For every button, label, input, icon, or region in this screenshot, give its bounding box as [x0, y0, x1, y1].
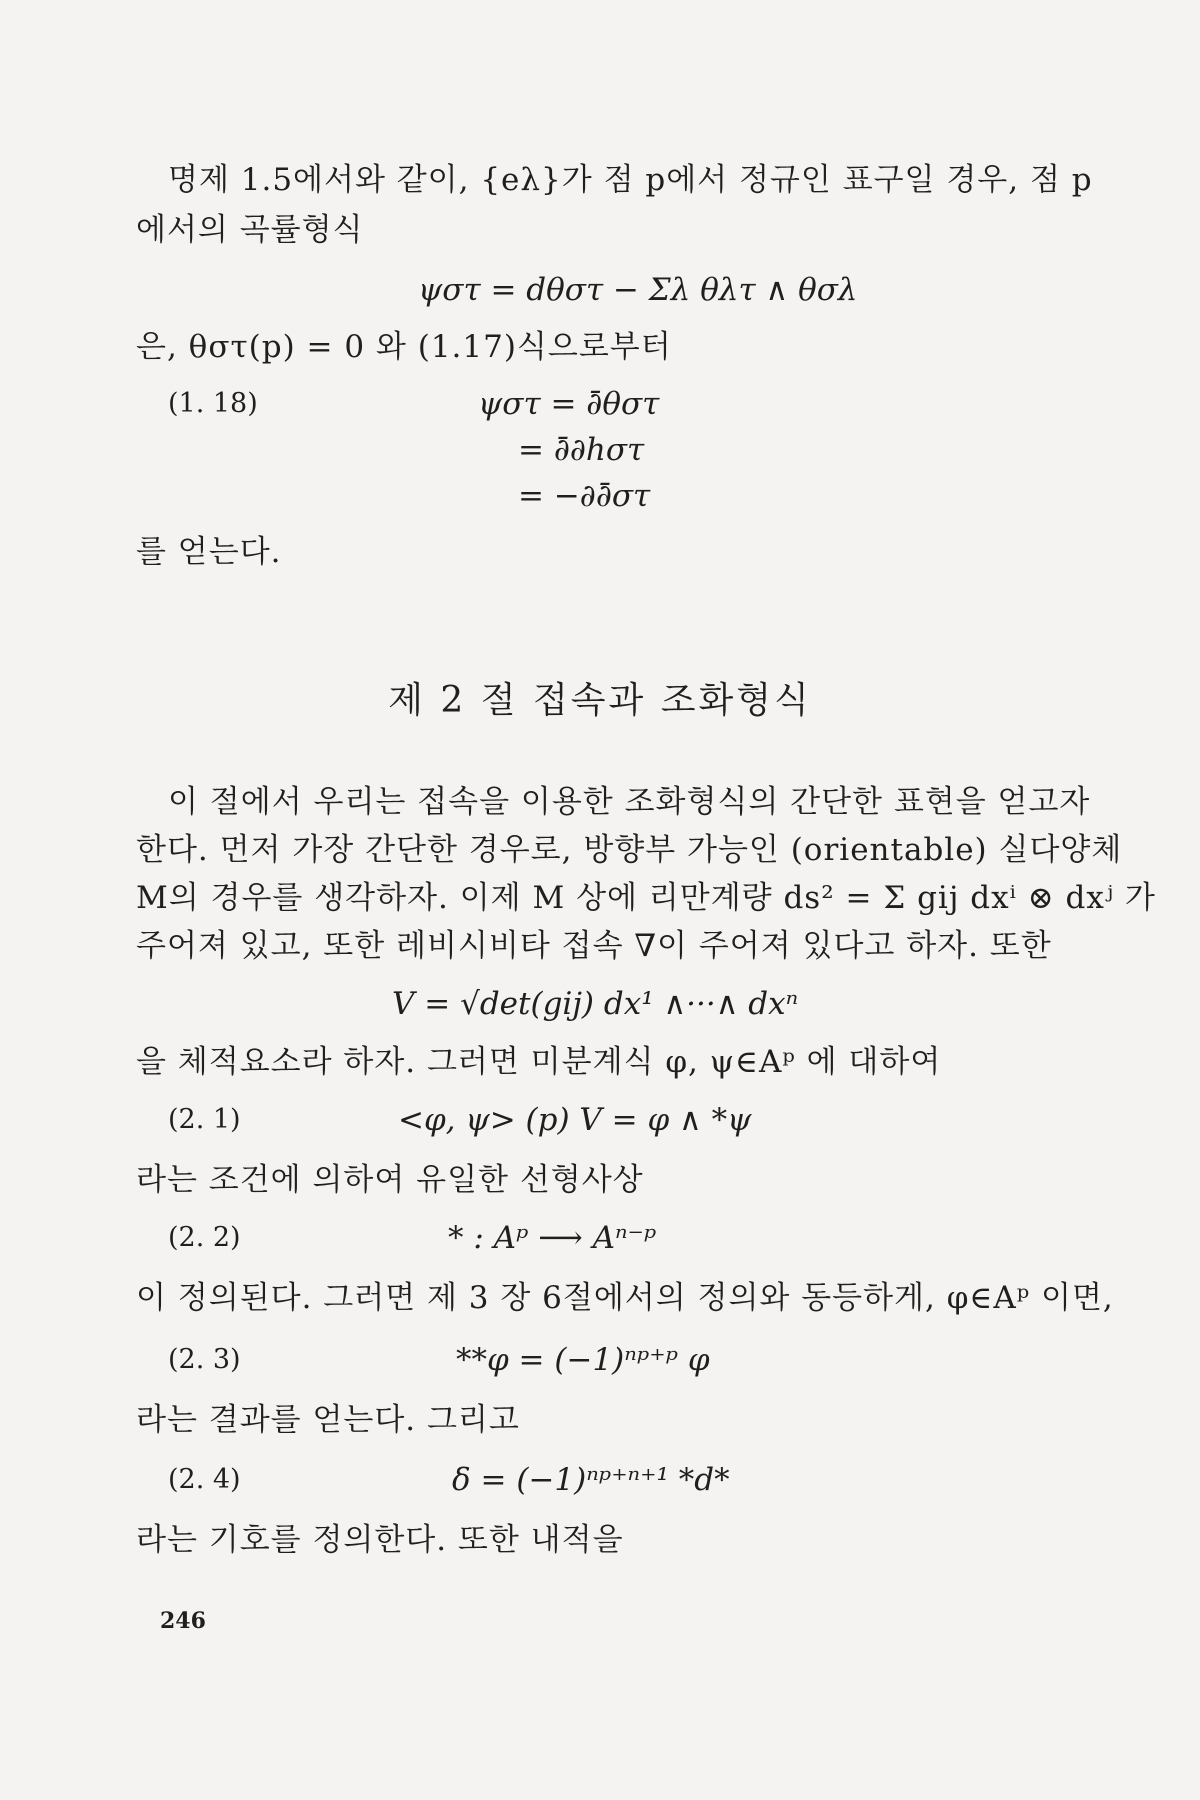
- section-heading: 제 2 절 접속과 조화형식: [388, 680, 812, 721]
- equation-1-18-line-1: ψστ = ∂̄θστ: [478, 386, 660, 422]
- equation-2-3: **φ = (−1)ⁿᵖ⁺ᵖ φ: [456, 1342, 710, 1378]
- text-line-eun: 은, θστ(p) = 0 와 (1.17)식으로부터: [136, 329, 672, 365]
- text-line-result: 라는 결과를 얻는다. 그리고: [136, 1402, 520, 1438]
- page-number: 246: [160, 1608, 206, 1634]
- equation-2-4: δ = (−1)ⁿᵖ⁺ⁿ⁺¹ *d*: [452, 1462, 730, 1498]
- paragraph-2-line-1: 이 절에서 우리는 접속을 이용한 조화형식의 간단한 표현을 얻고자: [168, 784, 1091, 820]
- paragraph-2-line-2: 한다. 먼저 가장 간단한 경우로, 방향부 가능인 (orientable) 실다양체: [136, 832, 1123, 868]
- paragraph-2-line-4: 주어져 있고, 또한 레비시비타 접속 ∇이 주어져 있다고 하자. 또한: [136, 928, 1052, 964]
- equation-1-18-line-2: = ∂̄∂hστ: [518, 432, 645, 468]
- paragraph-2-line-3: M의 경우를 생각하자. 이제 M 상에 리만계량 ds² = Σ gij dxⁱ ⊗ dxʲ 가: [136, 880, 1156, 916]
- volume-element-equation: V = √det(gij) dx¹ ∧···∧ dxⁿ: [392, 986, 799, 1022]
- text-line-symbol: 라는 기호를 정의한다. 또한 내적을: [136, 1522, 624, 1558]
- equation-number-2-1: (2. 1): [168, 1104, 241, 1135]
- equation-2-1: <φ, ψ> (p) V = φ ∧ *ψ: [398, 1102, 752, 1138]
- equation-number-1-18: (1. 18): [168, 388, 258, 419]
- equation-number-2-3: (2. 3): [168, 1344, 241, 1375]
- equation-1-18-line-3: = −∂∂̄στ: [518, 478, 651, 514]
- paragraph-1-line-1: 명제 1.5에서와 같이, {eλ}가 점 p에서 정규인 표구일 경우, 점 p: [168, 162, 1093, 198]
- curvature-equation: ψστ = dθστ − Σλ θλτ ∧ θσλ: [418, 272, 858, 308]
- text-line-volume: 을 체적요소라 하자. 그러면 미분계식 φ, ψ∈Aᵖ 에 대하여: [136, 1044, 942, 1080]
- text-line-get: 를 얻는다.: [136, 534, 282, 570]
- equation-number-2-2: (2. 2): [168, 1222, 241, 1253]
- paragraph-1-line-2: 에서의 곡률형식: [136, 212, 364, 248]
- equation-number-2-4: (2. 4): [168, 1464, 241, 1495]
- text-line-defined: 이 정의된다. 그러면 제 3 장 6절에서의 정의와 동등하게, φ∈Aᵖ 이면,: [136, 1280, 1114, 1316]
- text-line-unique: 라는 조건에 의하여 유일한 선형사상: [136, 1162, 644, 1198]
- equation-2-2: * : Aᵖ ⟶ Aⁿ⁻ᵖ: [448, 1220, 657, 1256]
